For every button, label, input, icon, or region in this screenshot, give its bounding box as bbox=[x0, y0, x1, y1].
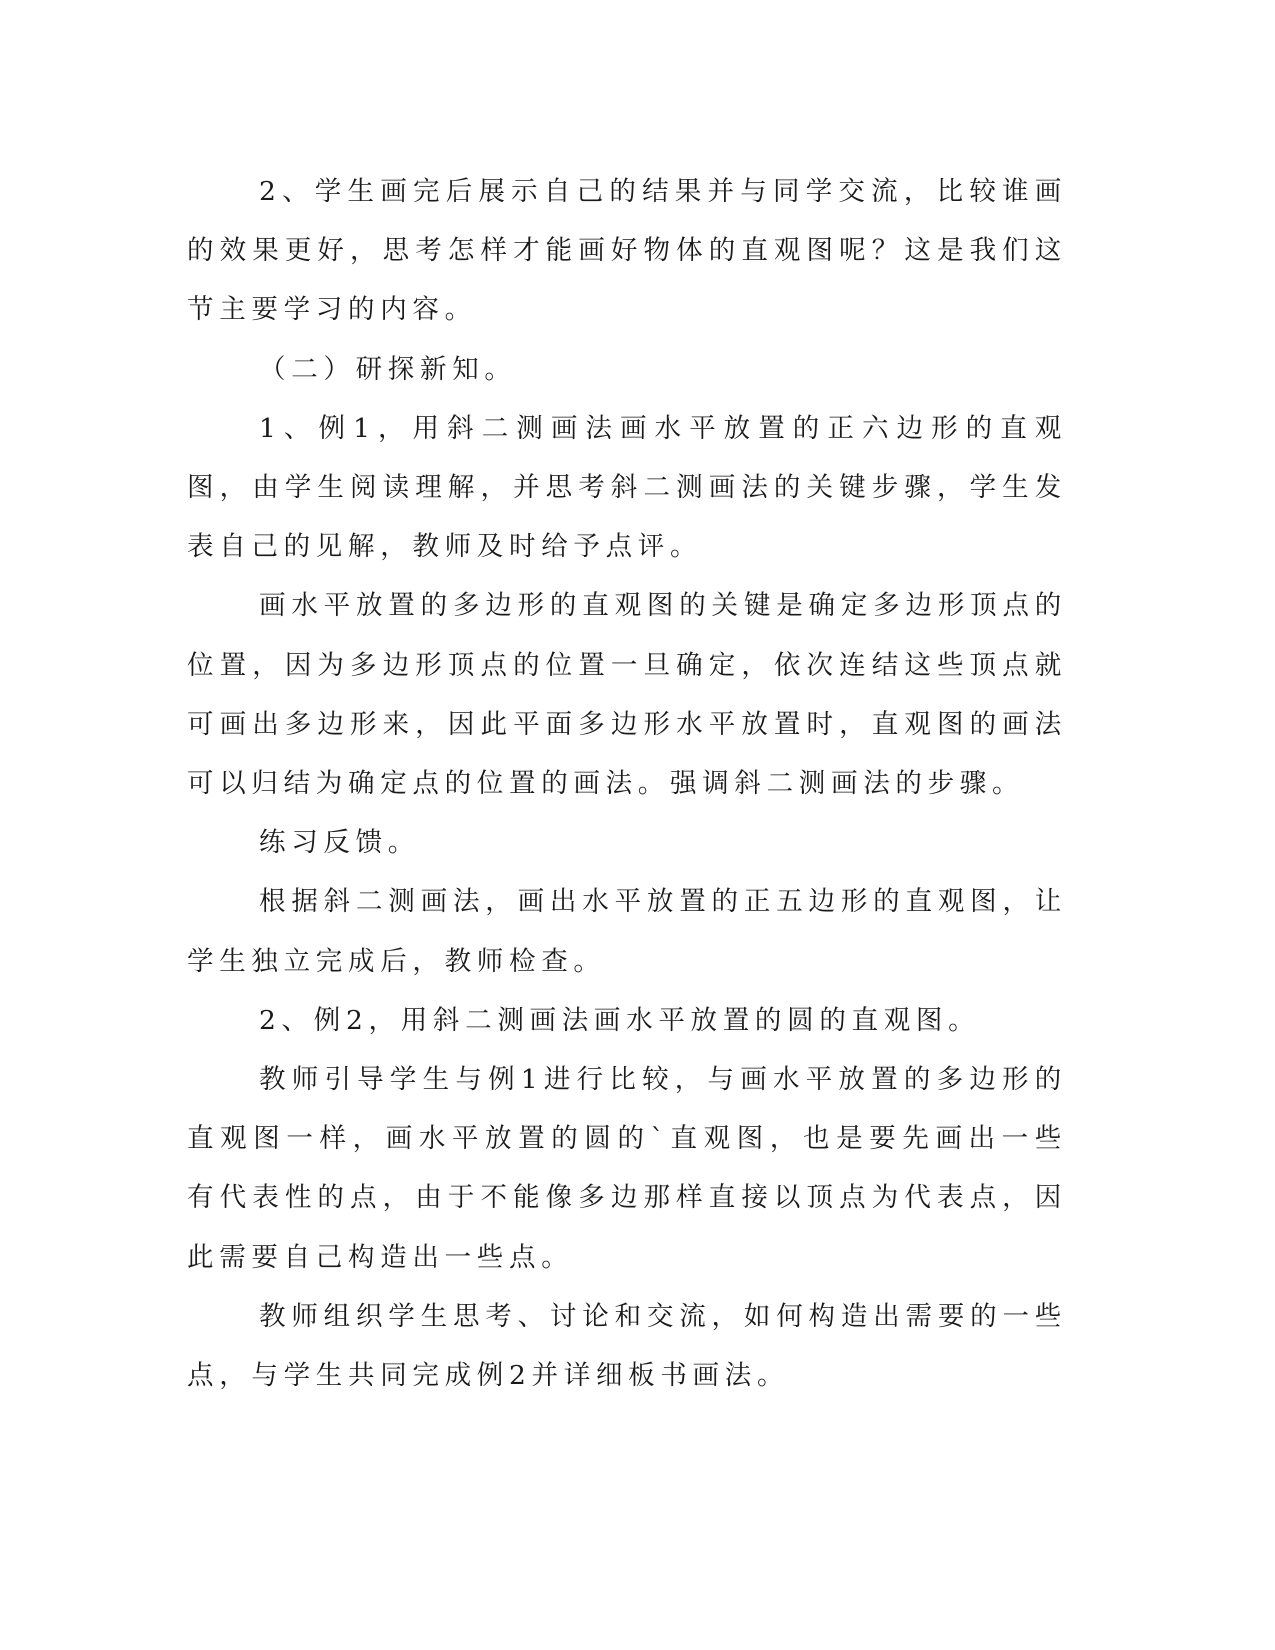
paragraph-example-1: 1、例1，用斜二测画法画水平放置的正六边形的直观图，由学生阅读理解，并思考斜二测画法的关键步骤，学生发表自己的见解，教师及时给予点评。 bbox=[187, 412, 1067, 563]
paragraph-comparison: 2、学生画完后展示自己的结果并与同学交流，比较谁画的效果更好，思考怎样才能画好物体的直观图呢？这是我们这节主要学习的内容。 bbox=[187, 176, 1067, 326]
paragraph-example-2: 2、例2，用斜二测画法画水平放置的圆的直观图。 bbox=[259, 1004, 981, 1036]
paragraph-polygon-key: 画水平放置的多边形的直观图的关键是确定多边形顶点的位置，因为多边形顶点的位置一旦确定，依次连结这些顶点就可画出多边形来，因此平面多边形水平放置时，直观图的画法可以归结为确定点的位置的画法。强调斜二测画法的步骤。 bbox=[187, 590, 1067, 800]
document-body bbox=[187, 162, 1067, 1405]
paragraph-pentagon-exercise: 根据斜二测画法，画出水平放置的正五边形的直观图，让学生独立完成后，教师检查。 bbox=[187, 886, 1067, 977]
section-heading-explore: （二）研探新知。 bbox=[259, 353, 517, 385]
paragraph-circle-guidance: 教师引导学生与例1进行比较，与画水平放置的多边形的直观图一样，画水平放置的圆的`直观图，也是要先画出一些有代表性的点，由于不能像多边那样直接以顶点为代表点，因此需要自己构造出一些点。 bbox=[187, 1064, 1067, 1273]
paragraph-discussion: 教师组织学生思考、讨论和交流，如何构造出需要的一些点，与学生共同完成例2并详细板书画法。 bbox=[187, 1300, 1067, 1392]
paragraph-practice-heading: 练习反馈。 bbox=[259, 827, 420, 859]
